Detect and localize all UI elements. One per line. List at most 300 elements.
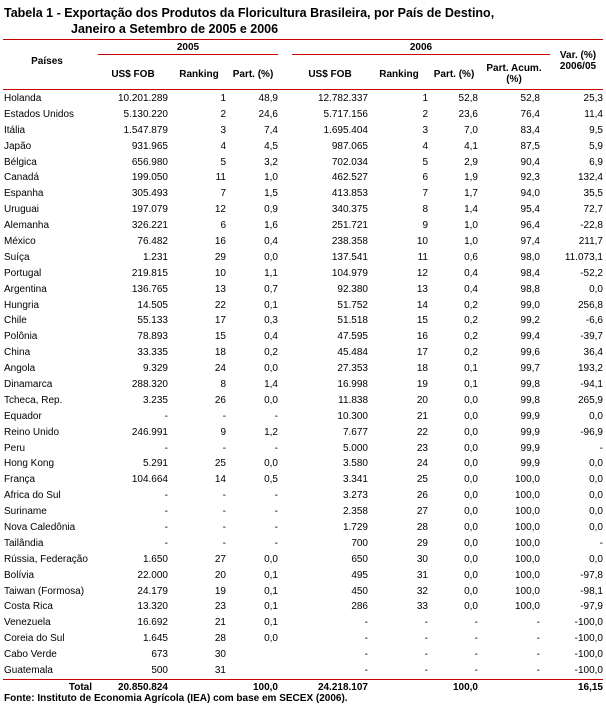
- cell-fob-2006: 137.541: [331, 251, 368, 263]
- cell-part-2005: 0,3: [264, 315, 278, 327]
- cell-part-2006: 0,0: [464, 585, 478, 597]
- cell-ranking-2006: 14: [416, 299, 428, 311]
- cell-fob-2005: 16.692: [137, 617, 168, 629]
- cell-pais: Itália: [4, 124, 26, 136]
- cell-fob-2006: 238.358: [331, 235, 368, 247]
- cell-part-acum: 99,7: [520, 363, 540, 375]
- cell-var: 35,5: [583, 188, 603, 200]
- cell-part-acum: 100,0: [514, 585, 540, 597]
- cell-fob-2006: 1.695.404: [323, 124, 368, 136]
- cell-ranking-2005: 1: [220, 92, 226, 104]
- cell-pais: Rússia, Federação: [4, 553, 88, 565]
- table-row: [3, 488, 603, 504]
- cell-ranking-2005: -: [222, 410, 226, 422]
- cell-pais: Suriname: [4, 506, 47, 518]
- cell-pais: Equador: [4, 410, 42, 422]
- cell-ranking-2005: 23: [214, 601, 226, 613]
- cell-part-2006: 0,0: [464, 394, 478, 406]
- cell-ranking-2005: -: [222, 521, 226, 533]
- cell-pais: México: [4, 235, 36, 247]
- cell-part-2005: 1,0: [264, 172, 278, 184]
- cell-ranking-2006: 21: [416, 410, 428, 422]
- cell-part-2005: 0,1: [264, 617, 278, 629]
- cell-var: -98,1: [580, 585, 603, 597]
- cell-ranking-2006: 13: [416, 283, 428, 295]
- cell-ranking-2006: 11: [417, 251, 428, 263]
- cell-fob-2006: 51.752: [337, 299, 368, 311]
- cell-pais: Alemanha: [4, 220, 50, 232]
- cell-ranking-2005: 15: [214, 331, 226, 343]
- cell-ranking-2005: 18: [214, 347, 226, 359]
- cell-fob-2006: 702.034: [331, 156, 368, 168]
- cell-part-2005: 3,2: [264, 156, 278, 168]
- total-ranking-2006: [368, 679, 428, 695]
- table-row: [3, 361, 603, 377]
- table-row: [3, 345, 603, 361]
- table-row: [3, 663, 603, 679]
- cell-part-2006: 0,0: [464, 569, 478, 581]
- cell-ranking-2006: -: [424, 633, 428, 645]
- cell-var: 211,7: [578, 235, 603, 247]
- cell-var: 256,8: [577, 299, 603, 311]
- cell-ranking-2006: 6: [422, 172, 428, 184]
- cell-part-2006: 0,0: [464, 442, 478, 454]
- cell-fob-2006: 650: [351, 553, 368, 565]
- cell-part-acum: 100,0: [514, 474, 540, 486]
- cell-var: -96,9: [580, 426, 603, 438]
- cell-part-acum: 100,0: [514, 521, 540, 533]
- cell-part-acum: 100,0: [514, 601, 540, 613]
- cell-var: -: [599, 537, 603, 549]
- cell-ranking-2006: 15: [416, 315, 428, 327]
- cell-var: -52,2: [580, 267, 603, 279]
- cell-part-acum: -: [536, 649, 540, 661]
- header-year-2005: 2005: [176, 42, 200, 53]
- cell-part-2005: 0,1: [264, 569, 278, 581]
- cell-fob-2006: 495: [351, 569, 368, 581]
- cell-pais: Estados Unidos: [4, 108, 75, 120]
- cell-part-2005: -: [274, 442, 278, 454]
- cell-ranking-2005: 20: [214, 569, 226, 581]
- cell-part-2006: 0,2: [464, 315, 478, 327]
- cell-fob-2005: 55.133: [137, 315, 168, 327]
- table-row: [3, 600, 603, 616]
- cell-fob-2005: 136.765: [131, 283, 168, 295]
- cell-ranking-2005: 10: [214, 267, 226, 279]
- cell-ranking-2006: -: [424, 649, 428, 661]
- cell-var: 9,5: [589, 124, 603, 136]
- cell-ranking-2005: 27: [214, 553, 226, 565]
- cell-ranking-2005: 9: [220, 426, 226, 438]
- cell-part-acum: 87,5: [520, 140, 540, 152]
- cell-part-acum: 100,0: [514, 553, 540, 565]
- cell-pais: Guatemala: [4, 665, 53, 676]
- cell-part-2005: 0,5: [264, 474, 278, 486]
- cell-pais: Tcheca, Rep.: [4, 394, 63, 406]
- cell-ranking-2005: 30: [214, 649, 226, 661]
- cell-fob-2005: 1.547.879: [123, 124, 168, 136]
- cell-part-2006: 0,0: [464, 601, 478, 613]
- cell-fob-2006: 700: [351, 537, 368, 549]
- cell-part-2006: 1,7: [464, 188, 478, 200]
- header-var-line-2: 2006/05: [559, 61, 597, 72]
- cell-ranking-2006: 9: [422, 220, 428, 232]
- cell-ranking-2006: 26: [416, 490, 428, 502]
- cell-fob-2005: 1.650: [142, 553, 168, 565]
- title-line-2: Janeiro a Setembro de 2005 e 2006: [71, 22, 279, 36]
- cell-fob-2005: 1.231: [142, 251, 168, 263]
- cell-part-2006: 7,0: [464, 124, 478, 136]
- cell-fob-2005: 104.664: [131, 474, 168, 486]
- cell-fob-2006: 450: [351, 585, 368, 597]
- source-note: Fonte: Instituto de Economia Agrícola (IEA) com base em SECEX (2006).: [4, 693, 348, 704]
- cell-ranking-2006: -: [424, 617, 428, 629]
- cell-fob-2005: -: [164, 506, 168, 518]
- header-bottom-rule: [3, 89, 603, 90]
- table-row: [3, 139, 603, 155]
- cell-fob-2005: 500: [151, 665, 168, 676]
- cell-pais: Portugal: [4, 267, 42, 279]
- cell-part-acum: -: [536, 633, 540, 645]
- cell-fob-2006: 51.518: [337, 315, 368, 327]
- cell-part-acum: 83,4: [520, 124, 540, 136]
- cell-fob-2006: 987.065: [331, 140, 368, 152]
- cell-part-acum: 99,0: [520, 299, 540, 311]
- cell-ranking-2006: 4: [422, 140, 428, 152]
- cell-pais: Reino Unido: [4, 426, 60, 438]
- cell-var: -6,6: [585, 315, 603, 327]
- cell-part-acum: 99,6: [520, 347, 540, 359]
- header-fob-2005: US$ FOB: [111, 69, 155, 80]
- table-row: [3, 425, 603, 441]
- cell-fob-2006: 45.484: [337, 347, 368, 359]
- cell-part-2006: 0,0: [464, 458, 478, 470]
- table-row: [3, 250, 603, 266]
- table-row: [3, 313, 603, 329]
- cell-part-2005: 7,4: [264, 124, 278, 136]
- cell-fob-2006: 5.717.156: [323, 108, 368, 120]
- cell-var: -100,0: [574, 665, 603, 676]
- cell-ranking-2005: 31: [214, 665, 226, 676]
- cell-pais: Uruguai: [4, 204, 40, 216]
- cell-part-2005: [226, 647, 278, 663]
- cell-pais: Bolívia: [4, 569, 35, 581]
- cell-var: -: [599, 442, 603, 454]
- table-row: [3, 568, 603, 584]
- cell-var: 11.073,1: [564, 251, 603, 263]
- cell-part-acum: 99,2: [520, 315, 540, 327]
- cell-fob-2006: 3.580: [342, 458, 368, 470]
- header-var: [550, 50, 606, 72]
- cell-var: 265,9: [577, 394, 603, 406]
- cell-ranking-2006: 29: [416, 537, 428, 549]
- cell-ranking-2005: 26: [214, 394, 226, 406]
- cell-part-acum: 100,0: [514, 537, 540, 549]
- cell-part-2006: 0,0: [464, 490, 478, 502]
- cell-part-2005: 0,4: [264, 331, 278, 343]
- cell-pais: Espanha: [4, 188, 44, 200]
- cell-part-2006: 1,9: [464, 172, 478, 184]
- cell-part-2006: 1,4: [464, 204, 478, 216]
- cell-part-2005: -: [274, 521, 278, 533]
- cell-part-2005: 48,9: [258, 92, 278, 104]
- cell-fob-2005: 3.235: [142, 394, 168, 406]
- cell-ranking-2005: 8: [220, 378, 226, 390]
- cell-fob-2005: -: [164, 537, 168, 549]
- cell-fob-2005: 673: [151, 649, 168, 661]
- cell-ranking-2005: 21: [214, 617, 226, 629]
- cell-part-acum: 96,4: [520, 220, 540, 232]
- cell-part-2006: 1,0: [464, 235, 478, 247]
- cell-pais: Peru: [4, 442, 26, 454]
- cell-fob-2006: 16.998: [337, 378, 368, 390]
- cell-fob-2005: 288.320: [131, 378, 168, 390]
- cell-fob-2005: 197.079: [131, 204, 168, 216]
- table-row: [3, 170, 603, 186]
- total-part-2005: 100,0: [226, 679, 278, 695]
- header-part-acum: [482, 63, 546, 85]
- cell-fob-2005: 9.329: [142, 363, 168, 375]
- cell-part-acum: 99,9: [520, 410, 540, 422]
- cell-var: -100,0: [574, 649, 603, 661]
- cell-ranking-2006: 7: [422, 188, 428, 200]
- table-row: [3, 552, 603, 568]
- cell-part-acum: 100,0: [514, 506, 540, 518]
- cell-var: 0,0: [589, 506, 603, 518]
- cell-part-2006: 0,0: [464, 410, 478, 422]
- cell-pais: Chile: [4, 315, 27, 327]
- cell-part-2005: 0,1: [264, 585, 278, 597]
- cell-part-2005: 1,2: [264, 426, 278, 438]
- year-2006-rule: [292, 54, 550, 55]
- table-row: [3, 123, 603, 139]
- cell-part-2006: 0,4: [464, 283, 478, 295]
- table-row: [3, 520, 603, 536]
- cell-fob-2005: 1.645: [142, 633, 168, 645]
- cell-var: 0,0: [589, 553, 603, 565]
- cell-fob-2006: 413.853: [331, 188, 368, 200]
- cell-var: -97,8: [580, 569, 603, 581]
- header-part-acum-line-2: (%): [506, 74, 522, 85]
- cell-ranking-2005: 19: [214, 585, 226, 597]
- export-table: [3, 91, 603, 696]
- cell-fob-2005: 656.980: [131, 156, 168, 168]
- cell-var: -22,8: [580, 220, 603, 232]
- cell-var: 6,9: [589, 156, 603, 168]
- cell-ranking-2006: 2: [422, 108, 428, 120]
- table-row: [3, 298, 603, 314]
- total-fob-2005: 20.850.824: [98, 679, 168, 695]
- year-2005-rule: [98, 54, 278, 55]
- table-row: [3, 504, 603, 520]
- cell-fob-2006: 104.979: [331, 267, 368, 279]
- cell-pais: Bélgica: [4, 156, 37, 168]
- cell-part-2005: 0,0: [264, 553, 278, 565]
- table-row: [3, 631, 603, 647]
- cell-fob-2006: 462.527: [331, 172, 368, 184]
- cell-fob-2006: -: [364, 633, 368, 645]
- cell-part-2006: 4,1: [464, 140, 478, 152]
- cell-part-acum: 99,9: [520, 442, 540, 454]
- cell-part-acum: 100,0: [514, 569, 540, 581]
- cell-ranking-2005: 17: [214, 315, 226, 327]
- cell-ranking-2006: 31: [416, 569, 428, 581]
- cell-fob-2005: -: [164, 442, 168, 454]
- cell-fob-2005: 199.050: [131, 172, 168, 184]
- cell-ranking-2005: 7: [220, 188, 226, 200]
- cell-pais: Cabo Verde: [4, 649, 57, 661]
- cell-fob-2005: 78.893: [137, 331, 168, 343]
- cell-pais: Hungria: [4, 299, 40, 311]
- cell-var: 11,4: [584, 108, 603, 120]
- cell-ranking-2005: 13: [214, 283, 226, 295]
- table-title: [4, 5, 494, 37]
- cell-part-acum: 92,3: [520, 172, 540, 184]
- cell-fob-2005: 10.201.289: [117, 92, 168, 104]
- cell-part-acum: 98,4: [520, 267, 540, 279]
- cell-var: 0,0: [589, 283, 603, 295]
- cell-part-2006: 0,2: [464, 347, 478, 359]
- cell-fob-2006: 286: [351, 601, 368, 613]
- cell-part-2006: 0,2: [464, 331, 478, 343]
- cell-var: -100,0: [574, 633, 603, 645]
- header-var-line-1: Var. (%): [559, 50, 597, 61]
- cell-fob-2005: -: [164, 490, 168, 502]
- cell-part-2005: 0,0: [264, 633, 278, 645]
- table-row: [3, 107, 603, 123]
- cell-part-2006: 1,0: [464, 220, 478, 232]
- cell-ranking-2005: 5: [220, 156, 226, 168]
- cell-part-acum: 94,0: [520, 188, 540, 200]
- table-row: [3, 393, 603, 409]
- cell-part-2005: -: [274, 537, 278, 549]
- cell-fob-2005: 24.179: [137, 585, 168, 597]
- cell-ranking-2006: 25: [416, 474, 428, 486]
- cell-fob-2006: 7.677: [342, 426, 368, 438]
- cell-pais: Angola: [4, 363, 36, 375]
- cell-fob-2005: 5.291: [142, 458, 168, 470]
- cell-pais: Africa do Sul: [4, 490, 61, 502]
- cell-part-2005: 1,6: [264, 220, 278, 232]
- cell-var: 0,0: [589, 458, 603, 470]
- cell-ranking-2006: 10: [416, 235, 428, 247]
- total-fob-2006: 24.218.107: [278, 679, 368, 695]
- cell-ranking-2006: -: [424, 665, 428, 676]
- cell-fob-2005: 14.505: [137, 299, 168, 311]
- cell-fob-2006: 251.721: [331, 220, 368, 232]
- cell-ranking-2005: -: [222, 506, 226, 518]
- cell-part-acum: 99,8: [520, 394, 540, 406]
- cell-ranking-2006: 18: [416, 363, 428, 375]
- table-row: [3, 218, 603, 234]
- cell-part-2006: 0,0: [464, 553, 478, 565]
- table-row: [3, 409, 603, 425]
- cell-ranking-2005: 24: [214, 363, 226, 375]
- cell-ranking-2005: 28: [214, 633, 226, 645]
- header-fob-2006: US$ FOB: [308, 69, 352, 80]
- cell-ranking-2006: 3: [422, 124, 428, 136]
- cell-part-acum: 52,8: [520, 92, 540, 104]
- cell-part-acum: 99,9: [520, 426, 540, 438]
- cell-part-acum: 99,4: [520, 331, 540, 343]
- table-row: [3, 266, 603, 282]
- cell-var: -39,7: [580, 331, 603, 343]
- cell-var: 36,4: [583, 347, 603, 359]
- cell-part-2005: 0,7: [264, 283, 278, 295]
- cell-fob-2006: 47.595: [337, 331, 368, 343]
- cell-part-2005: 0,0: [264, 363, 278, 375]
- cell-fob-2006: 11.838: [338, 394, 368, 406]
- cell-part-2006: 0,6: [464, 251, 478, 263]
- cell-ranking-2005: 16: [214, 235, 226, 247]
- cell-fob-2006: 2.358: [342, 506, 368, 518]
- cell-pais: Tailândia: [4, 537, 44, 549]
- cell-fob-2005: -: [164, 410, 168, 422]
- cell-part-2006: 0,0: [464, 474, 478, 486]
- cell-fob-2006: 92.380: [337, 283, 368, 295]
- cell-fob-2005: 305.493: [131, 188, 168, 200]
- total-var: 16,15: [540, 679, 603, 695]
- table-row: [3, 186, 603, 202]
- cell-pais: Hong Kong: [4, 458, 55, 470]
- cell-part-2005: 0,4: [264, 235, 278, 247]
- cell-fob-2005: 33.335: [137, 347, 168, 359]
- cell-pais: China: [4, 347, 31, 359]
- cell-part-2005: 24,6: [258, 108, 278, 120]
- cell-ranking-2006: 33: [416, 601, 428, 613]
- cell-part-2006: 0,1: [464, 378, 478, 390]
- table-row: [3, 91, 603, 107]
- cell-ranking-2006: 30: [416, 553, 428, 565]
- cell-ranking-2005: 6: [220, 220, 226, 232]
- cell-part-acum: 99,9: [520, 458, 540, 470]
- cell-ranking-2006: 28: [416, 521, 428, 533]
- cell-fob-2005: 219.815: [131, 267, 168, 279]
- cell-fob-2005: 246.991: [131, 426, 168, 438]
- cell-pais: Costa Rica: [4, 601, 53, 613]
- cell-ranking-2006: 19: [416, 378, 428, 390]
- cell-ranking-2006: 5: [422, 156, 428, 168]
- cell-part-2005: 1,5: [264, 188, 278, 200]
- cell-ranking-2005: 14: [214, 474, 226, 486]
- cell-ranking-2005: -: [222, 442, 226, 454]
- cell-var: 0,0: [589, 474, 603, 486]
- cell-ranking-2005: 4: [220, 140, 226, 152]
- table-row: [3, 234, 603, 250]
- table-row: [3, 647, 603, 663]
- cell-part-2006: 52,8: [458, 92, 478, 104]
- cell-part-2005: 0,0: [264, 251, 278, 263]
- header-paises: Países: [31, 56, 63, 67]
- cell-part-2006: -: [474, 633, 478, 645]
- cell-ranking-2006: 32: [416, 585, 428, 597]
- cell-ranking-2006: 22: [416, 426, 428, 438]
- cell-part-2006: 23,6: [458, 108, 478, 120]
- cell-fob-2006: 12.782.337: [317, 92, 368, 104]
- cell-fob-2006: 27.353: [337, 363, 368, 375]
- cell-part-2005: 1,1: [264, 267, 278, 279]
- cell-var: 5,9: [589, 140, 603, 152]
- title-line-1: Tabela 1 - Exportação dos Produtos da Floricultura Brasileira, por País de Destino,: [4, 6, 495, 20]
- cell-fob-2006: 1.729: [342, 521, 368, 533]
- table-row: [3, 584, 603, 600]
- cell-fob-2005: 76.482: [137, 235, 168, 247]
- table-row: [3, 441, 603, 457]
- cell-var: 72,7: [583, 204, 603, 216]
- cell-pais: Holanda: [4, 92, 42, 104]
- cell-var: -94,1: [580, 378, 603, 390]
- cell-part-2005: 1,4: [264, 378, 278, 390]
